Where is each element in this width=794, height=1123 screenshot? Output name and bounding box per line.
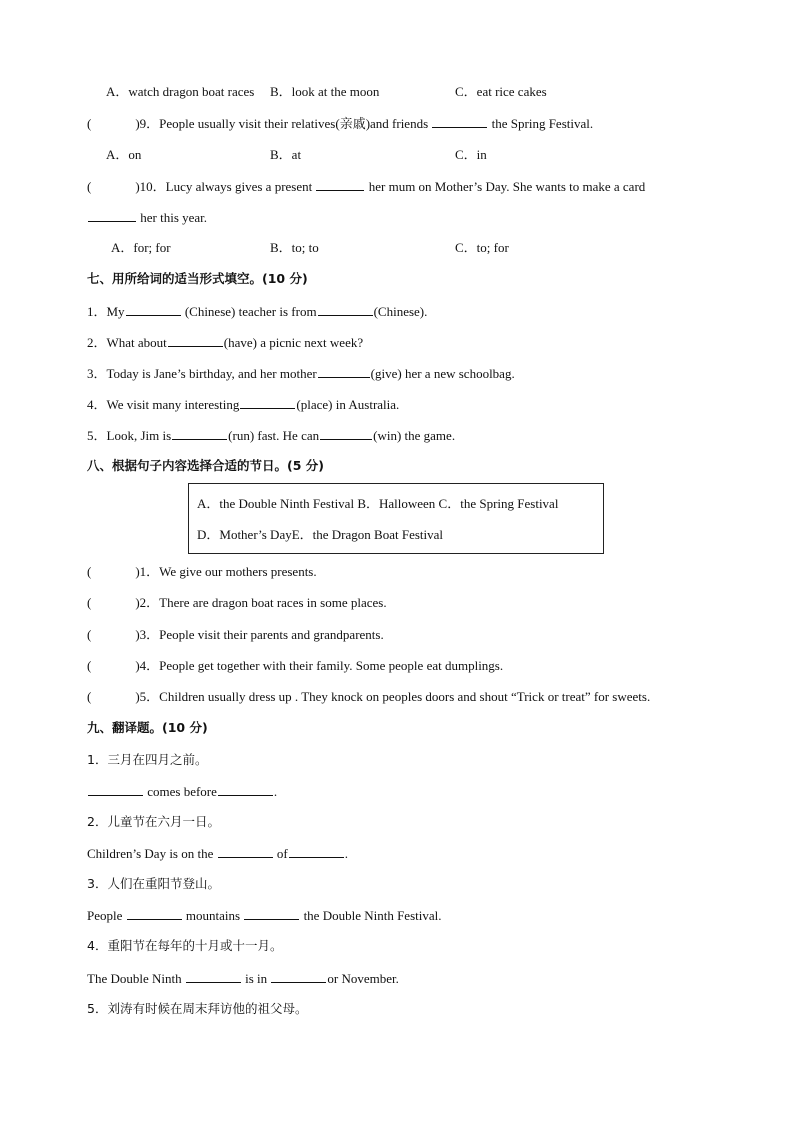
q9-stem: ( )9．People usually visit their relatives(亲戚)and friends the Spring Festival. (87, 116, 594, 131)
answer-blank[interactable] (127, 907, 182, 920)
answer-blank[interactable] (289, 845, 344, 858)
answer-blank[interactable] (126, 303, 181, 316)
section8-item-4: ( )4．People get together with their family. Some people eat dumplings. (87, 658, 504, 673)
q9-option-a: A．on (106, 147, 142, 162)
answer-blank[interactable] (316, 178, 364, 191)
section7-item-2: 2．What about (have) a picnic next week? (87, 335, 364, 350)
q10-option-c: C．to; for (455, 240, 509, 255)
q10-stem: ( )10．Lucy always gives a present her mum on Mother’s Day. She wants to make a card (87, 179, 646, 194)
section7-item-1: 1．My (Chinese) teacher is from (Chinese). (87, 304, 428, 319)
q10-stem-cont: her this year. (87, 209, 207, 226)
translation-4-english: The Double Ninth is in or November. (87, 971, 399, 986)
translation-3-english: People mountains the Double Ninth Festival. (87, 908, 442, 923)
q9-option-c: C．in (455, 147, 487, 162)
section8-item-2: ( )2．There are dragon boat races in some places. (87, 595, 387, 610)
section8-item-5: ( )5．Children usually dress up . They knock on peoples doors and shout “Trick or treat” for sweets. (87, 689, 651, 704)
answer-blank[interactable] (318, 365, 370, 378)
section7-item-5: 5．Look, Jim is (run) fast. He can (win) the game. (87, 428, 456, 443)
answer-blank[interactable] (318, 303, 373, 316)
q10-option-b: B．to; to (270, 240, 319, 255)
answer-blank[interactable] (218, 845, 273, 858)
translation-4-chinese: 4．重阳节在每年的十月或十一月。 (87, 938, 283, 953)
q8-option-c: C．eat rice cakes (455, 84, 547, 99)
answer-blank[interactable] (172, 427, 227, 440)
translation-1-english: comes before . (87, 783, 277, 800)
answer-blank[interactable] (186, 970, 241, 983)
q8-option-b: B．look at the moon (270, 84, 380, 99)
translation-1-chinese: 1．三月在四月之前。 (87, 752, 208, 767)
q9-option-b: B．at (270, 147, 302, 162)
section8-title: 八、根据句子内容选择合适的节日。(5 分) (87, 458, 324, 473)
section7-item-4: 4．We visit many interesting (place) in Australia. (87, 397, 400, 412)
answer-paren-open: ( (87, 116, 92, 131)
q10-option-a: A．for; for (111, 240, 171, 255)
answer-blank[interactable] (320, 427, 372, 440)
section8-item-3: ( )3．People visit their parents and grandparents. (87, 627, 384, 642)
translation-2-chinese: 2．儿童节在六月一日。 (87, 814, 220, 829)
section7-item-3: 3．Today is Jane’s birthday, and her mother (give) her a new schoolbag. (87, 366, 515, 381)
section9-title: 九、翻译题。(10 分) (87, 720, 208, 735)
answer-blank[interactable] (88, 209, 136, 222)
translation-2-english: Children’s Day is on the of . (87, 846, 348, 861)
answer-blank[interactable] (240, 396, 295, 409)
answer-blank[interactable] (271, 970, 326, 983)
answer-blank[interactable] (168, 334, 223, 347)
answer-blank[interactable] (432, 115, 487, 128)
section7-title: 七、用所给词的适当形式填空。(10 分) (87, 271, 308, 286)
answer-blank[interactable] (218, 783, 273, 796)
translation-5-chinese: 5．刘涛有时候在周末拜访他的祖父母。 (87, 1001, 308, 1016)
translation-3-chinese: 3．人们在重阳节登山。 (87, 876, 220, 891)
section8-item-1: ( )1．We give our mothers presents. (87, 564, 317, 579)
festival-options-box (188, 483, 604, 554)
festival-options-line-2: D．Mother’s DayE．the Dragon Boat Festival (197, 527, 443, 542)
answer-blank[interactable] (88, 783, 143, 796)
festival-options-line-1: A．the Double Ninth Festival B．Halloween C．the Spring Festival (197, 496, 559, 511)
q8-option-a: A．watch dragon boat races (106, 84, 255, 99)
answer-blank[interactable] (244, 907, 299, 920)
